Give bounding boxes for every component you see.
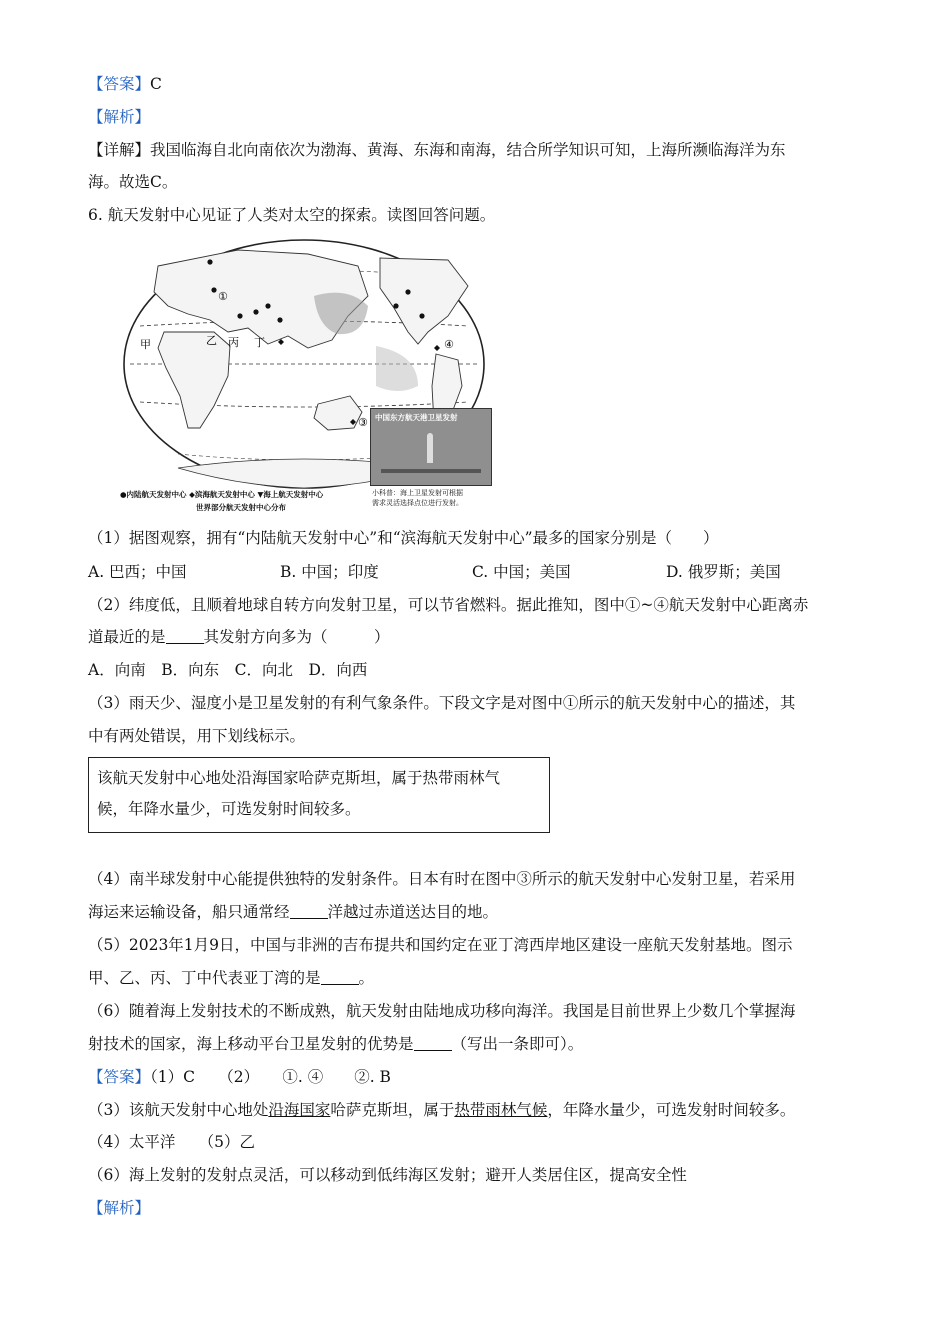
map-label-circle-1: ① <box>218 290 228 303</box>
map-label-circle-4: ④ <box>444 338 454 351</box>
q2-line1: （2）纬度低，且顺着地球自转方向发射卫星，可以节省燃料。据此推知，图中①~④航天发射中心距离赤 <box>88 596 809 614</box>
q6-line2-a: 射技术的国家，海上移动平台卫星发射的优势是 <box>88 1035 414 1053</box>
answer-line2 <box>88 1099 795 1121</box>
inset-note-1: 小科普：海上卫星发射可根据 <box>372 489 463 497</box>
answer-blank <box>166 629 204 644</box>
q5-line1: （5）2023年1月9日，中国与非洲的吉布提共和国约定在亚丁湾西岸地区建设一座航天发射基地。图示 <box>88 936 793 954</box>
answer-tag: 【答案】 <box>88 1068 151 1086</box>
map-label-bing: 丙 <box>228 336 239 349</box>
answer-line4: （6）海上发射的发射点灵活，可以移动到低纬海区发射；避开人类居住区，提高安全性 <box>88 1166 687 1184</box>
launch-dot <box>207 259 212 264</box>
q1-option-c: C. 中国；美国 <box>472 563 571 581</box>
launch-dot <box>253 309 258 314</box>
answer-line3: （4）太平洋 （5）乙 <box>88 1133 255 1151</box>
q2-line2 <box>88 626 390 648</box>
map-label-yi: 乙 <box>206 334 217 347</box>
q6-line1: （6）随着海上发射技术的不断成熟，航天发射由陆地成功移向海洋。我国是目前世界上少数几个掌握海 <box>88 1002 796 1020</box>
world-map-figure <box>118 236 490 516</box>
q2-options: A．向南 B．向东 C．向北 D．向西 <box>88 661 368 679</box>
q1-option-b: B. 中国；印度 <box>280 563 379 581</box>
q1-option-a: A. 巴西；中国 <box>88 563 187 581</box>
sea-platform <box>381 469 481 473</box>
inset-note-2: 需求灵活选择点位进行发射。 <box>372 499 463 507</box>
rocket-icon <box>427 433 433 463</box>
answer-blank <box>321 970 359 985</box>
inset-title: 中国东方航天港卫星发射 <box>375 413 458 422</box>
q1-text: （1）据图观察，拥有“内陆航天发射中心”和“滨海航天发射中心”最多的国家分别是（ ） <box>88 529 719 547</box>
detail-tag: 【详解】 <box>88 141 151 159</box>
launch-dot <box>265 303 270 308</box>
prev-answer <box>88 73 162 95</box>
map-title: 世界部分航天发射中心分布 <box>196 503 286 512</box>
analysis-tag: 【解析】 <box>88 1199 151 1217</box>
q3-box-line2: 候，年降水量少，可选发射时间较多。 <box>97 800 361 818</box>
question-stem: 6. 航天发射中心见证了人类对太空的探索。读图回答问题。 <box>88 206 496 224</box>
q4-line2 <box>88 901 498 923</box>
q2-line2-a: 道最近的是 <box>88 628 166 646</box>
q3-line1: （3）雨天少、湿度小是卫星发射的有利气象条件。下段文字是对图中①所示的航天发射中心的描述，其 <box>88 694 796 712</box>
prev-detail-line1 <box>88 139 786 161</box>
answer-underline-2: 热带雨林气候 <box>454 1101 548 1119</box>
q6-line2-b: （写出一条即可）。 <box>451 1035 584 1053</box>
map-label-ding: 丁 <box>254 336 265 349</box>
launch-dot <box>393 303 398 308</box>
answer-line2-pre: （3）该航天发射中心地处 <box>88 1101 269 1119</box>
launch-dot <box>405 289 410 294</box>
answer-value: C <box>150 75 162 93</box>
answer-line2-post: ，年降水量少，可选发射时间较多。 <box>547 1101 796 1119</box>
launch-dot <box>419 313 424 318</box>
answer-line1 <box>88 1066 391 1088</box>
q1-option-d: D. 俄罗斯；美国 <box>666 563 781 581</box>
answer-tag: 【答案】 <box>88 75 151 93</box>
answer-underline-1: 沿海国家 <box>268 1101 331 1119</box>
map-label-jia: 甲 <box>140 338 151 351</box>
map-legend: ●内陆航天发射中心 ◆滨海航天发射中心 ▼海上航天发射中心 <box>120 490 324 499</box>
answer-line1-text: （1）C （2） ①. ④ ②. B <box>150 1068 391 1086</box>
launch-dot <box>277 317 282 322</box>
answer-blank <box>290 904 328 919</box>
answer-line2-mid: 哈萨克斯坦，属于 <box>330 1101 455 1119</box>
map-label-circle-3: ③ <box>358 416 368 429</box>
q4-line2-b: 洋越过赤道送达目的地。 <box>327 903 499 921</box>
answer-blank <box>414 1036 452 1051</box>
q3-box-line1: 该航天发射中心地处沿海国家哈萨克斯坦，属于热带雨林气 <box>97 769 501 787</box>
launch-dot <box>211 287 216 292</box>
detail-text: 我国临海自北向南依次为渤海、黄海、东海和南海，结合所学知识可知，上海所濒临海洋为东 <box>150 141 786 159</box>
inset-photo <box>370 408 492 486</box>
q4-line1: （4）南半球发射中心能提供独特的发射条件。日本有时在图中③所示的航天发射中心发射卫星，若采用 <box>88 870 796 888</box>
q5-line2 <box>88 967 374 989</box>
q6-line2 <box>88 1033 583 1055</box>
q5-line2-b: 。 <box>358 969 375 987</box>
launch-dot <box>237 313 242 318</box>
prev-detail-line2: 海。故选C。 <box>88 173 178 191</box>
q3-text-box <box>88 757 550 833</box>
q2-line2-b: 其发射方向多为（ ） <box>203 628 390 646</box>
prev-analysis-tag: 【解析】 <box>88 108 151 126</box>
q3-line2: 中有两处错误，用下划线标示。 <box>88 727 306 745</box>
q4-line2-a: 海运来运输设备，船只通常经 <box>88 903 290 921</box>
q5-line2-a: 甲、乙、丙、丁中代表亚丁湾的是 <box>88 969 321 987</box>
